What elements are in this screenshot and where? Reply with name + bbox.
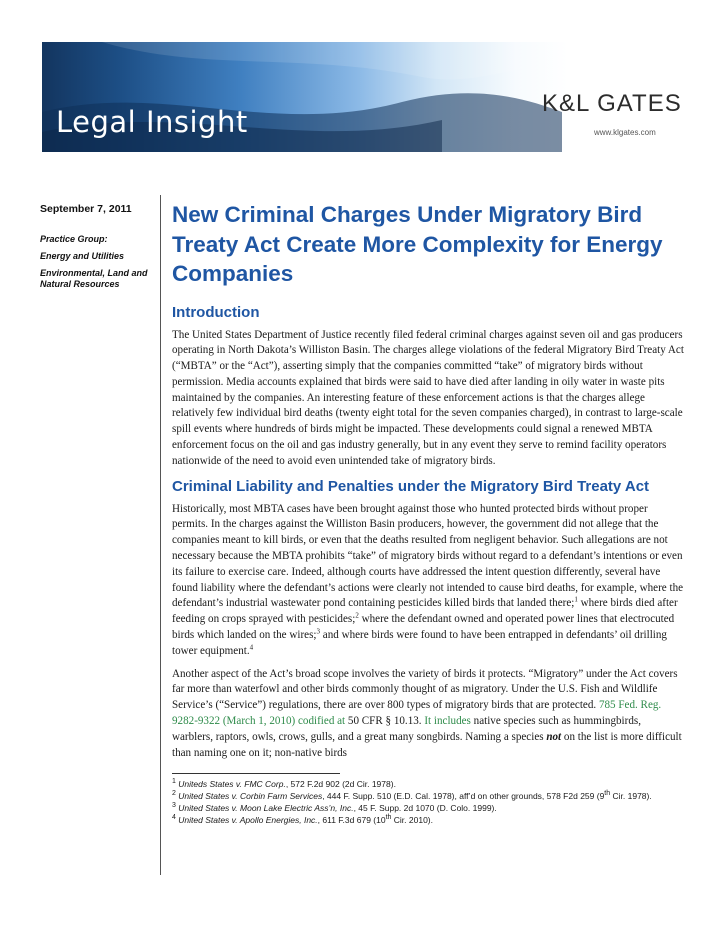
scope-paragraph: Another aspect of the Act’s broad scope involves the variety of birds it protects. “Migratory” under the Act covers far more than waterfowl and other birds commonly thought of as migratory. Under the U.S. Fish and Wildlife Service’s (“Service”) regulations, there are over 800 types of migratory birds that are protected. 785 Fed. Reg. 9282-9322 (March 1, 2010) codified at 50 CFR § 10.13. It includes native species such as hummingbirds, warblers, raptors, owls, crows, gulls, and a great many songbirds. Naming a species not on the list is more difficult than naming one on it; non-native birds	[172, 667, 682, 759]
publication-date: September 7, 2011	[40, 203, 132, 215]
firm-website: www.klgates.com	[594, 128, 656, 137]
footnote-1: $^1$ Uniteds States v. FMC Corp., 572 F.2d 902 (2d Cir. 1978).	[172, 778, 396, 790]
article-title: New Criminal Charges Under Migratory Bird Treaty Act Create More Complexity for Energy Companies	[172, 202, 663, 286]
regulation-citation: 785 Fed. Reg. 9282-9322 (March 1, 2010) codified at	[172, 699, 662, 728]
section-heading-criminal-liability: Criminal Liability and Penalties under the Migratory Bird Treaty Act	[172, 477, 650, 495]
footnote-4: $^4$ United States v. Apollo Energies, Inc., 611 F.3d 679 (10th Cir. 2010).	[172, 814, 433, 826]
banner-title: Legal Insight	[56, 105, 248, 139]
footnote-ref-1[interactable]: 1	[574, 595, 578, 604]
practice-group-energy: Energy and Utilities	[40, 251, 125, 261]
section-heading-introduction: Introduction	[172, 303, 260, 321]
footnote-ref-2[interactable]: 2	[355, 611, 359, 620]
liability-paragraph: Historically, most MBTA cases have been brought against those who hunted protected birds without proper permits. In the charges against the Williston Basin producers, however, the government did not allege that the companies meant to kill birds, or even that the deaths resulted from negligent behavior. Such allegations are not necessary because the MBTA prohibits “take” of migratory birds without regard to a defendant’s intentions or even its failure to exercise care. Indeed, although courts have addressed the intent question differently, several have found liability where the defendant’s actions were clearly not intended to cause bird deaths, for example, where the defendant’s industrial wastewater pond containing pesticides killed birds that landed there;$^1$ where birds died after feeding on crops sprayed with pesticides;$^2$ where the defendant owned and operated power lines that electrocuted birds which landed on the wires;$^3$ and where birds were found to have been entrapped in defendants’ oil drilling tower equipment.$^4$	[172, 502, 684, 657]
footnote-ref-4[interactable]: 4	[249, 643, 254, 652]
sidebar	[40, 203, 158, 296]
sidebar-divider	[160, 195, 161, 875]
practice-group-label: Practice Group:	[40, 234, 108, 244]
footnote-3: $^3$ United States v. Moon Lake Electric Ass’n, Inc., 45 F. Supp. 2d 1070 (D. Colo. 1999).	[172, 802, 497, 814]
intro-paragraph: The United States Department of Justice recently filed federal criminal charges against seven oil and gas producers operating in North Dakota’s Williston Basin. The charges allege violations of the federal Migratory Bird Treaty Act (“MBTA” or the “Act”), asserting simply that the companies committed “take” of migratory birds without permission. Media accounts explained that birds were said to have died after landing in oily water in waste pits maintained by the companies. An interesting feature of these enforcement actions is that the charges allege relatively few individual bird deaths (twenty eight total for the seven companies charged), in contrast to large-scale spill events where hundreds of birds might be impacted. These developments could signal a renewed MBTA enforcement focus on the oil and gas industry generally, but in any event they serve to remind facility operators nationwide of the need to avoid even unintended take of migratory birds.	[172, 328, 684, 467]
footnotes	[172, 778, 684, 826]
footnote-divider	[172, 773, 340, 774]
firm-logo: K&L GATES	[542, 90, 682, 117]
article	[172, 200, 684, 826]
footnote-2: $^2$ United States v. Corbin Farm Services, 444 F. Supp. 510 (E.D. Cal. 1978), aff’d on other grounds, 578 F2d 259 (9th Cir. 1978).	[172, 790, 652, 802]
footnote-ref-3[interactable]: 3	[316, 627, 320, 636]
practice-group-environmental: Environmental, Land and Natural Resources	[40, 268, 148, 289]
